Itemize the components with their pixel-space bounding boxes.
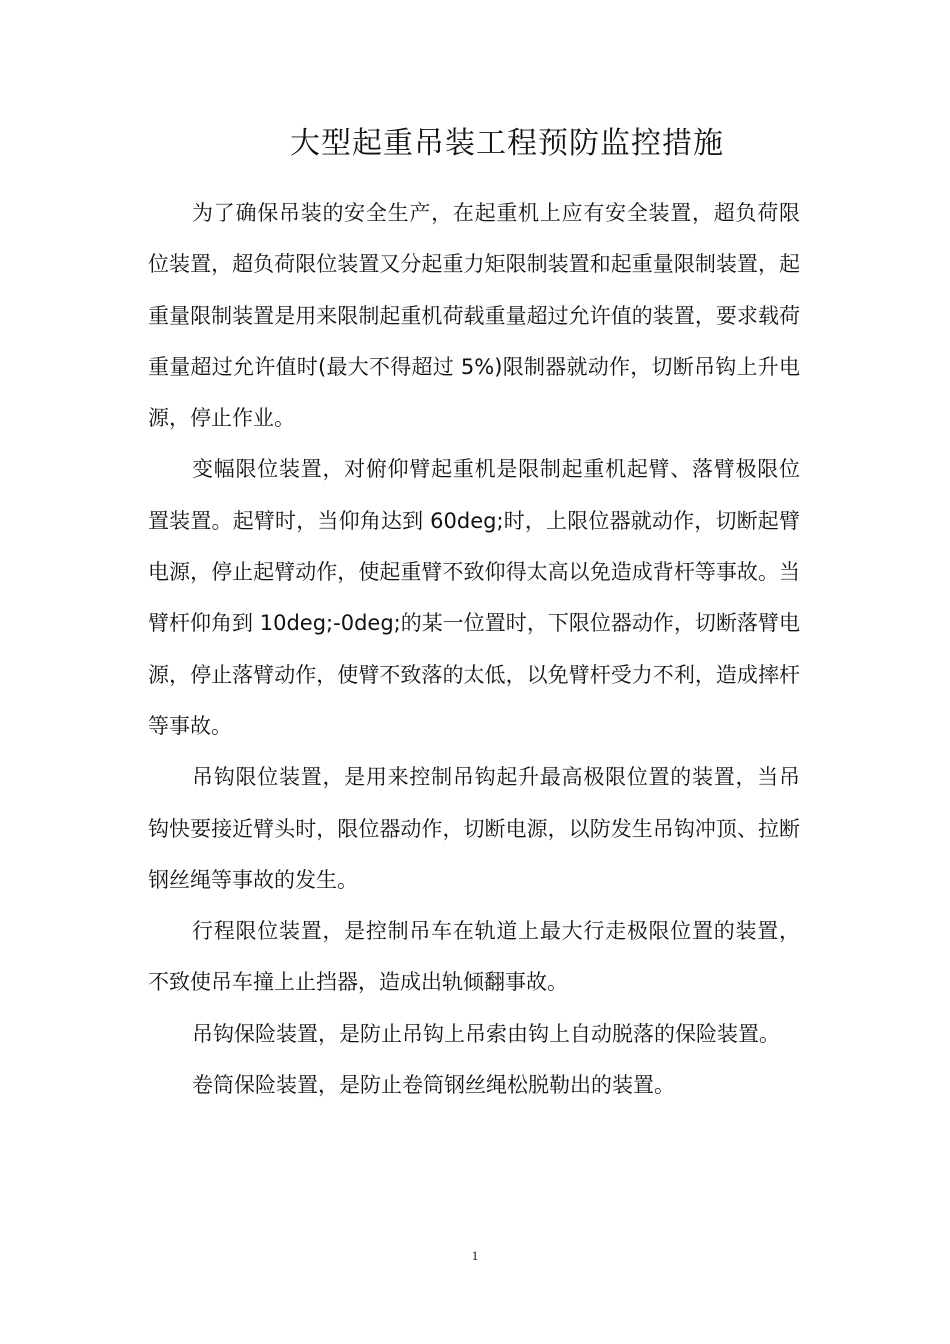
document-body bbox=[148, 188, 800, 1111]
paragraph-overload-limiter: 为了确保吊装的安全生产，在起重机上应有安全装置，超负荷限位装置，超负荷限位装置又分起重力矩限制装置和起重量限制装置，起重量限制装置是用来限制起重机荷载重量超过允许值的装置，要求载荷重量超过允许值时(最大不得超过 5%)限制器就动作，切断吊钩上升电源，停止作业。 bbox=[148, 201, 800, 431]
paragraph-drum-safety-device: 卷筒保险装置，是防止卷筒钢丝绳松脱勒出的装置。 bbox=[192, 1073, 675, 1098]
paragraph-luffing-limiter: 变幅限位装置，对俯仰臂起重机是限制起重机起臂、落臂极限位置装置。起臂时，当仰角达到 60deg;时，上限位器就动作，切断起臂电源，停止起臂动作，使起重臂不致仰得太高以免造成背杆等事故。当臂杆仰角到 10deg;-0deg;的某一位置时，下限位器动作，切断落臂电源，停止落臂动作，使臂不致落的太低，以免臂杆受力不利，造成摔杆等事故。 bbox=[148, 457, 800, 738]
document-title: 大型起重吊装工程预防监控措施 bbox=[290, 126, 724, 161]
paragraph-hook-safety-device: 吊钩保险装置，是防止吊钩上吊索由钩上自动脱落的保险装置。 bbox=[192, 1021, 780, 1046]
paragraph-travel-limiter: 行程限位装置，是控制吊车在轨道上最大行走极限位置的装置，不致使吊车撞上止挡器，造成出轨倾翻事故。 bbox=[148, 919, 800, 995]
page-number: 1 bbox=[471, 1248, 479, 1263]
paragraph-hook-limiter: 吊钩限位装置，是用来控制吊钩起升最高极限位置的装置，当吊钩快要接近臂头时，限位器动作，切断电源，以防发生吊钩冲顶、拉断钢丝绳等事故的发生。 bbox=[148, 765, 800, 892]
